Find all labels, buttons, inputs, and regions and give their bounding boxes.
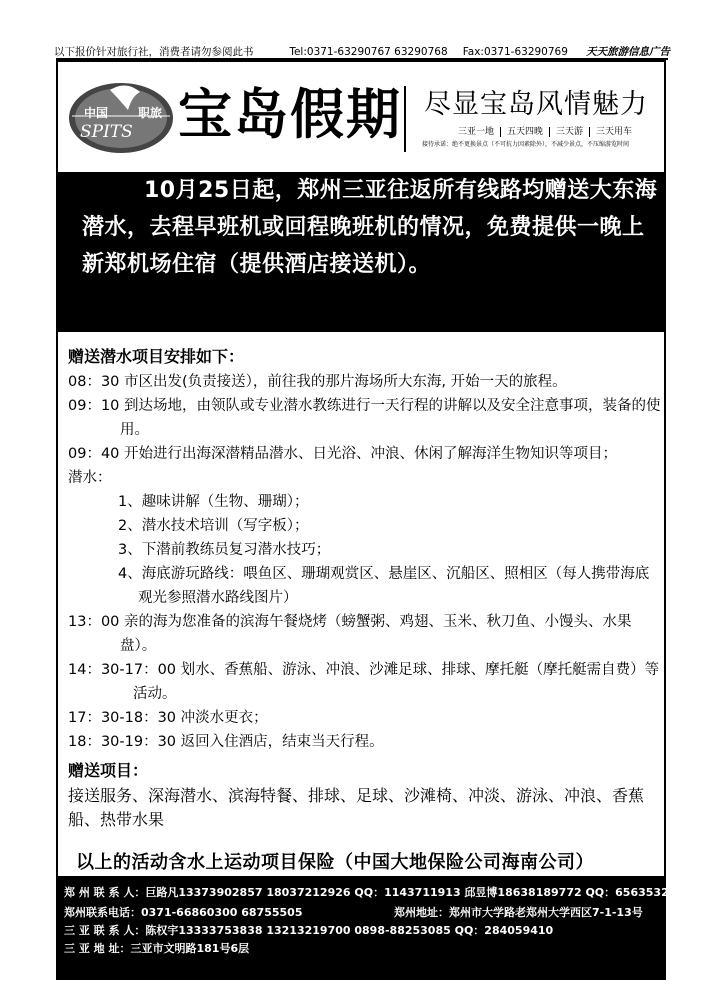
sanya-address: 三 亚 地 址：三亚市文明路181号6层 bbox=[64, 942, 250, 955]
diving-step: 4、海底游玩路线：喂鱼区、珊瑚观赏区、悬崖区、沉船区、照相区（每人携带海底观光参照潜水路线图片） bbox=[118, 566, 650, 606]
issue-code: 1222-WJ bbox=[608, 961, 657, 973]
gifts-list: 接送服务、深海潜水、滨海特餐、排球、足球、沙滩椅、冲淡、游泳、冲浪、香蕉船、热带水果 bbox=[68, 786, 645, 829]
diving-step: 3、下潜前教练员复习潜水技巧； bbox=[118, 542, 331, 558]
zhengzhou-phone: 郑州联系电话：0371-66860300 68755505 bbox=[64, 906, 303, 919]
schedule-item: 13：00 亲的海为您准备的滨海午餐烧烤（螃蟹粥、鸡翅、玉米、秋刀鱼、小馒头、水果盘）。 bbox=[68, 614, 632, 654]
schedule-item: 09：40 开始进行出海深潜精品潜水、日光浴、冲浪、休闲了解海洋生物知识等项目； bbox=[68, 446, 618, 462]
spits-logo bbox=[66, 80, 176, 156]
page-title: 宝岛假期 bbox=[178, 82, 402, 146]
zhengzhou-contacts: 郑 州 联 系 人：巨路凡13373902857 18037212926 QQ：1143711913 邱昱博18638189772 QQ：656353236 bbox=[64, 886, 685, 899]
site-link[interactable]: 网刊同步《天天旅游》电子版：www.ttly.cn bbox=[60, 963, 267, 975]
feature-item: 三天游 bbox=[550, 127, 590, 137]
logo-cn-left: 中国 bbox=[84, 106, 109, 120]
schedule-item: 09：10 到达场地，由领队或专业潜水教练进行一天行程的讲解以及安全注意事项，装备的使用。 bbox=[68, 398, 661, 438]
feature-item: 三天用车 bbox=[596, 127, 633, 137]
diving-label: 潜水： bbox=[68, 470, 112, 486]
gifts-heading: 赠送项目： bbox=[68, 761, 149, 780]
slogan: 尽显宝岛风情魅力 bbox=[424, 89, 648, 120]
feature-list bbox=[452, 124, 638, 137]
top-info-bar bbox=[54, 44, 671, 59]
schedule-item: 08：30 市区出发(负责接送），前往我的那片海场所大东海, 开始一天的旅程。 bbox=[68, 374, 567, 390]
page-number: — A075 — bbox=[330, 961, 385, 973]
schedule-item: 18：30-19：30 返回入住酒店，结束当天行程。 bbox=[68, 734, 384, 750]
logo-en: SPITS bbox=[80, 122, 133, 142]
diving-step: 2、潜水技术培训（写字板）； bbox=[118, 518, 309, 534]
telephone: Tel:0371-63290767 63290768 bbox=[289, 46, 448, 58]
fax: Fax:0371-63290769 bbox=[462, 46, 568, 58]
zhengzhou-address: 郑州地址：郑州市大学路老郑州大学西区7-1-13号 bbox=[394, 906, 643, 919]
promo-banner bbox=[58, 172, 664, 332]
feature-item: 五天四晚 bbox=[501, 127, 550, 137]
promo-text: 10月25日起，郑州三亚往返所有线路均赠送大东海潜水，去程早班机或回程晚班机的情况，免费提供一晚上新郑机场住宿（提供酒店接送机）。 bbox=[82, 178, 658, 277]
login-info: 用户名：ttly 密码：ttly bbox=[436, 963, 548, 975]
logo-cn-right: 职旅 bbox=[138, 106, 163, 120]
sanya-contacts: 三 亚 联 系 人：陈权宇13333753838 13213219700 0898-88253085 QQ：284059410 bbox=[64, 924, 554, 937]
service-promise: 接待承诺：绝不更换景点（不可抗力因素除外），不减少景点，不压缩游览时间 bbox=[422, 141, 630, 148]
feature-item: 三亚一地 bbox=[452, 127, 501, 137]
publication-brand: 天天旅游信息广告 bbox=[586, 46, 671, 58]
agency-notice: 以下报价针对旅行社，消费者请勿参阅此书 bbox=[54, 46, 254, 58]
schedule-item: 14：30-17：00 划水、香蕉船、游泳、冲浪、沙滩足球、排球、摩托艇（摩托艇需自费）等活动。 bbox=[68, 662, 660, 702]
schedule-item: 17：30-18：30 冲淡水更衣； bbox=[68, 710, 268, 726]
insurance-note: 以上的活动含水上运动项目保险（中国大地保险公司海南公司） bbox=[76, 852, 594, 873]
schedule-heading: 赠送潜水项目安排如下： bbox=[68, 347, 245, 366]
header-divider bbox=[404, 86, 406, 152]
schedule-section bbox=[68, 344, 662, 832]
diving-step: 1、趣味讲解（生物、珊瑚）； bbox=[118, 494, 309, 510]
